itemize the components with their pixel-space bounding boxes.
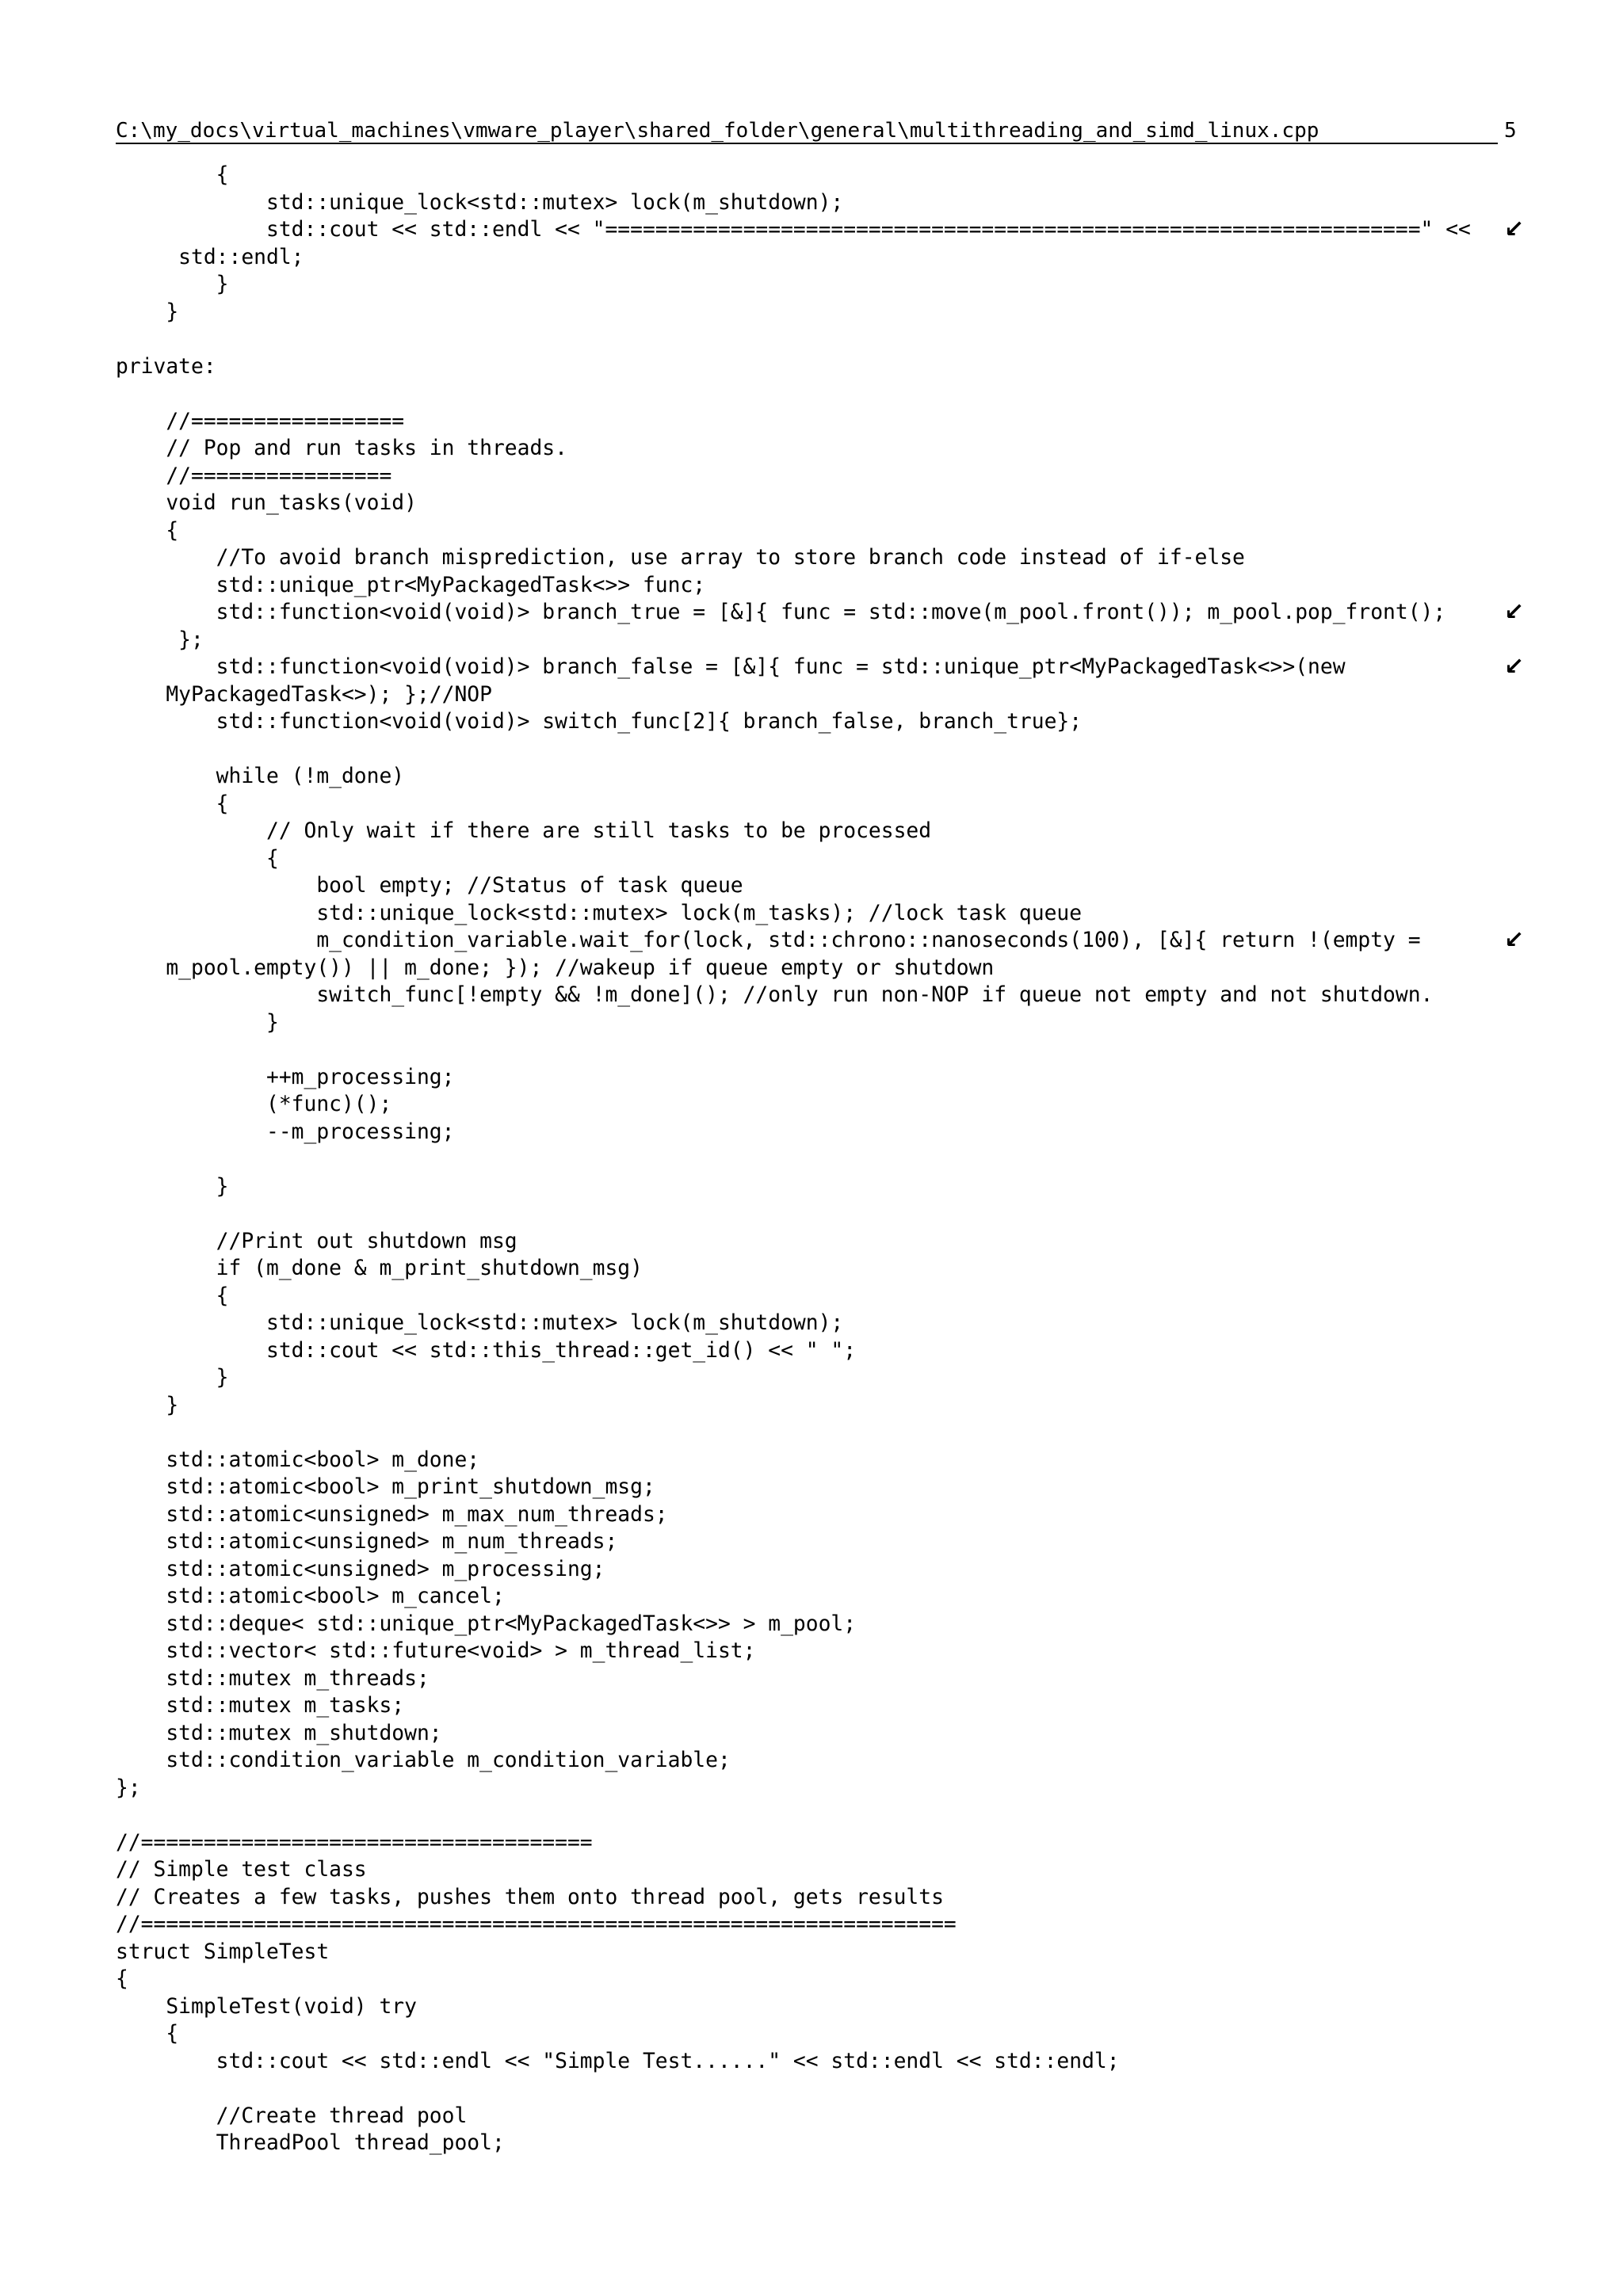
code-line-text: m_pool.empty()) || m_done; }); //wakeup if queue empty or shutdown [116,955,995,980]
code-line-text: while (!m_done) [116,765,405,788]
code-line [116,1638,1498,1665]
code-line [116,1856,1498,1884]
code-line [116,1337,1498,1365]
code-line-text: std::function<void(void)> switch_func[2]{ branch_false, branch_true}; [116,710,1083,734]
code-line [116,2130,1498,2157]
code-line [116,1501,1498,1529]
code-line [116,736,1498,764]
code-line [116,1747,1498,1775]
code-line-text: std::atomic<bool> m_cancel; [116,1585,505,1608]
code-line [116,653,1525,681]
code-line [116,490,1498,517]
code-line-text: std::atomic<unsigned> m_num_threads; [116,1530,618,1554]
code-line [116,1310,1498,1337]
code-line-text: { [116,846,279,871]
code-line-text: std::condition_variable m_condition_variable; [116,1749,731,1772]
code-line-text: MyPackagedTask<>); };//NOP [116,682,492,707]
code-line [116,215,1525,244]
code-line-text: { [116,791,229,816]
code-line-text: { [116,1967,128,1991]
code-line-text: { [116,1283,229,1308]
code-line-text: // Simple test class [116,1858,367,1882]
code-line-text: { [116,163,229,187]
code-line-text: std::deque< std::unique_ptr<MyPackagedTask<>> > m_pool; [116,1611,857,1636]
code-line [116,1829,1498,1857]
code-line [116,763,1498,791]
code-line-text: std::atomic<bool> m_print_shutdown_msg; [116,1475,655,1499]
code-line [116,1775,1498,1802]
code-line-text: }; [116,1775,141,1800]
code-line-text: ThreadPool thread_pool; [116,2131,505,2155]
code-line [116,872,1498,900]
code-line [116,982,1498,1009]
code-line-text: //To avoid branch misprediction, use array to store branch code instead of if-else [116,546,1245,570]
code-line-text: std::mutex m_threads; [116,1666,430,1691]
code-line-text: std::mutex m_shutdown; [116,1721,442,1745]
code-line [116,1692,1498,1720]
code-line-text: std::mutex m_tasks; [116,1694,405,1718]
code-line-text: { [116,518,179,543]
line-wrap-arrow-icon: ↙ [1504,653,1525,681]
code-line-text: std::unique_lock<std::mutex> lock(m_shutdown); [116,190,844,215]
code-line-text: //Create thread pool [116,2103,468,2128]
code-line [116,2020,1498,2048]
code-line [116,463,1498,490]
code-line-text: } [116,1174,229,1199]
code-line [116,926,1525,955]
code-line [116,1091,1498,1119]
code-line-text: // Only wait if there are still tasks to be processed [116,819,932,843]
code-line-text: } [116,1366,229,1390]
code-line [116,1802,1498,1829]
code-line [116,1556,1498,1584]
code-line-text: std::atomic<unsigned> m_max_num_threads; [116,1502,668,1527]
code-line-text: std::cout << std::endl << "=================================================================" << [116,218,1471,242]
code-line [116,1720,1498,1748]
code-line [116,1146,1498,1173]
code-line [116,818,1498,845]
code-line [116,1911,1498,1939]
code-line [116,1228,1498,1256]
code-line-text: //================= [116,409,405,433]
file-path: C:\my_docs\virtual_machines\vmware_player\shared_folder\general\multithreading_and_simd_linux.cpp [116,116,1498,144]
code-line-text: std::function<void(void)> branch_true = [&]{ func = std::move(m_pool.front()); m_pool.pop_front(); [116,601,1446,624]
code-line-text: // Pop and run tasks in threads. [116,437,567,460]
code-line [116,162,1498,189]
code-line [116,1966,1498,1993]
code-line [116,1119,1498,1146]
code-line [116,1528,1498,1556]
code-line [116,572,1498,600]
code-line [116,1200,1498,1228]
code-line [116,189,1498,217]
code-line [116,2075,1498,2103]
code-line [116,517,1498,545]
code-line [116,435,1498,463]
code-line [116,408,1498,436]
code-line [116,1474,1498,1501]
code-line-text: std::atomic<bool> m_done; [116,1447,480,1472]
code-line-text: if (m_done & m_print_shutdown_msg) [116,1257,643,1280]
code-line [116,244,1498,272]
code-line-text: //Print out shutdown msg [116,1229,517,1253]
code-line [116,299,1498,326]
code-line-text: void run_tasks(void) [116,491,417,515]
page-number: 5 [1504,119,1517,143]
code-line-text: //================ [116,463,392,488]
page-header [116,116,1518,146]
code-line-text: } [116,1010,279,1035]
code-line [116,380,1498,408]
code-line-text: ++m_processing; [116,1065,455,1089]
code-line [116,2103,1498,2130]
code-line [116,1884,1498,1912]
code-line [116,1064,1498,1092]
code-line [116,1939,1498,1966]
code-line [116,353,1498,381]
line-wrap-arrow-icon: ↙ [1504,598,1525,626]
code-line-text: { [116,2022,179,2046]
code-line [116,1283,1498,1310]
code-line [116,845,1498,873]
code-line-text: std::unique_lock<std::mutex> lock(m_shutdown); [116,1311,844,1335]
code-line-text: //==================================== [116,1830,593,1855]
code-line-text: std::endl; [116,245,304,269]
code-line [116,627,1498,654]
code-line [116,1255,1498,1283]
code-line-text: } [116,273,229,296]
code-line-text: struct SimpleTest [116,1939,330,1964]
code-line-text: } [116,1393,179,1417]
code-line [116,1392,1498,1420]
code-line-text: SimpleTest(void) try [116,1994,417,2019]
code-line [116,681,1498,709]
code-line [116,791,1498,818]
code-line [116,1364,1498,1392]
code-line-text: std::atomic<unsigned> m_processing; [116,1557,605,1581]
code-line-text: std::cout << std::endl << "Simple Test......" << std::endl << std::endl; [116,2049,1120,2073]
code-line [116,900,1498,928]
code-line-text: m_condition_variable.wait_for(lock, std::chrono::nanoseconds(100), [&]{ return !(empty = [116,929,1421,952]
code-line [116,1665,1498,1693]
line-wrap-arrow-icon: ↙ [1504,215,1525,243]
code-line-text: //================================================================= [116,1913,957,1936]
code-line-text: std::cout << std::this_thread::get_id() << " "; [116,1338,857,1363]
code-line-text: std::unique_ptr<MyPackagedTask<>> func; [116,573,706,597]
code-line [116,326,1498,353]
code-line [116,708,1498,736]
code-line-text: std::vector< std::future<void> > m_thread_list; [116,1639,756,1663]
code-line [116,1419,1498,1447]
code-line [116,544,1498,572]
code-line [116,1611,1498,1638]
code-line-text: }; [116,627,204,652]
code-line [116,1173,1498,1201]
code-line-text: private: [116,354,216,379]
code-line-text: bool empty; //Status of task queue [116,874,743,898]
code-line [116,598,1525,627]
code-line-text: (*func)(); [116,1093,392,1116]
line-wrap-arrow-icon: ↙ [1504,926,1525,954]
code-line [116,1993,1498,2021]
code-line [116,271,1498,299]
code-line [116,2048,1498,2076]
code-line-text: // Creates a few tasks, pushes them onto thread pool, gets results [116,1885,944,1909]
code-line-text: std::function<void(void)> branch_false = [&]{ func = std::unique_ptr<MyPackagedTask<>>(new [116,655,1346,679]
code-listing [116,162,1525,2157]
code-line [116,955,1498,982]
code-line-text: } [116,299,179,324]
code-line [116,1583,1498,1611]
code-line [116,1009,1498,1037]
code-line-text: std::unique_lock<std::mutex> lock(m_tasks); //lock task queue [116,901,1083,925]
code-line [116,1447,1498,1474]
code-line [116,1036,1498,1064]
code-line-text: --m_processing; [116,1119,455,1144]
code-line-text: switch_func[!empty && !m_done](); //only run non-NOP if queue not empty and not shutdown. [116,983,1434,1007]
